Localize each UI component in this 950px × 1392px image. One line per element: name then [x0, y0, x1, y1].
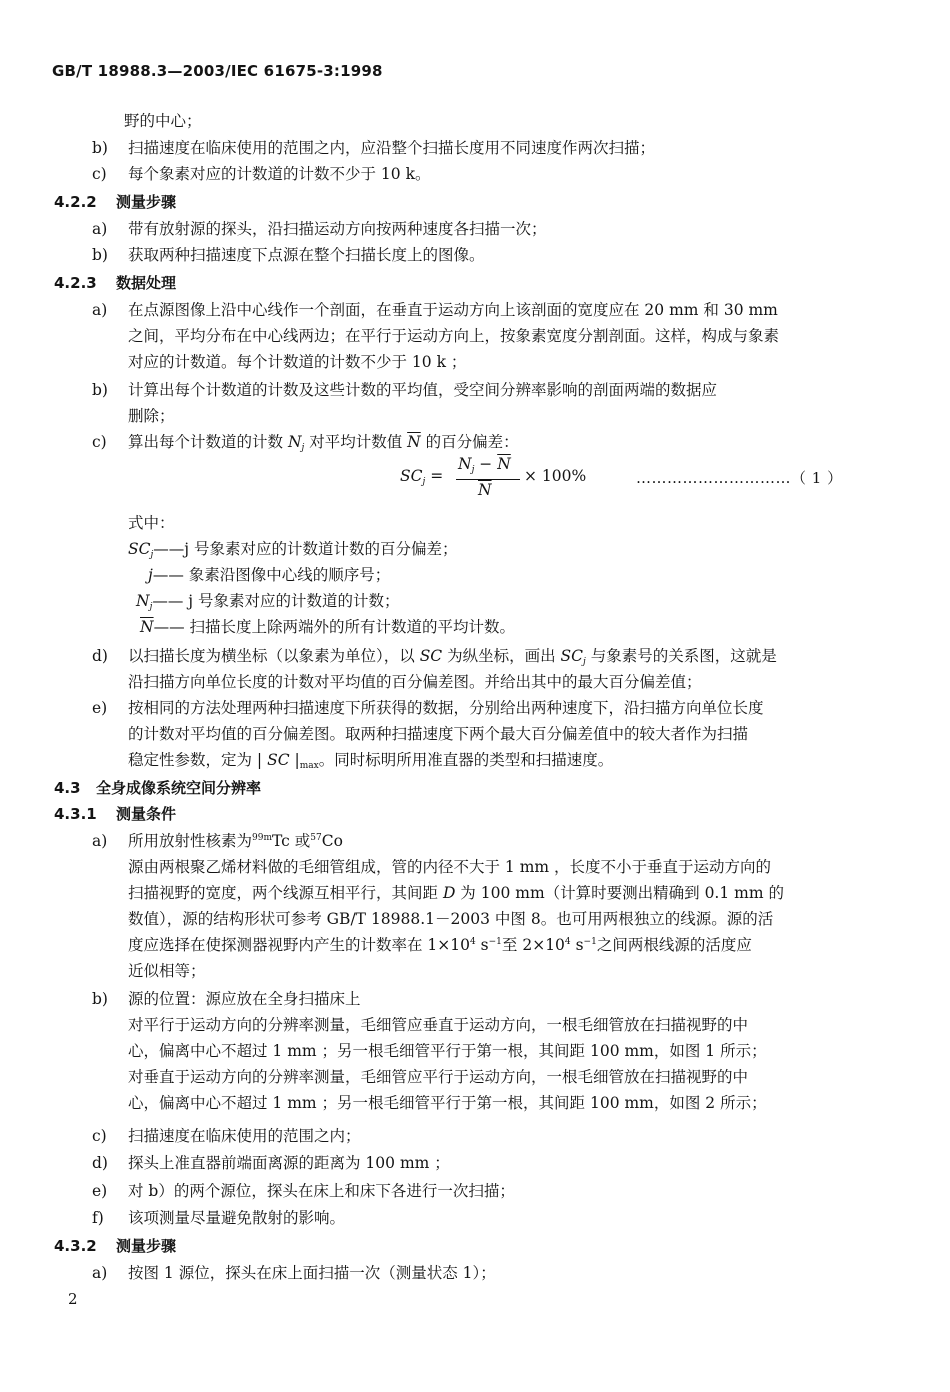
variable-mean: $\overline{N}$: [140, 618, 154, 636]
item-label: c): [92, 165, 107, 183]
subscript: j: [301, 443, 305, 453]
formula-1: [400, 455, 600, 505]
subscript: j: [150, 550, 154, 560]
text-run: 稳定性参数，定为 |: [128, 751, 268, 769]
minus: −: [474, 455, 498, 473]
variable-mean: $\overline{N}$: [407, 433, 421, 451]
paragraph-line: 在点源图像上沿中心线作一个剖面，在垂直于运动方向上该剖面的宽度应在 20 mm 和 30 mm: [128, 301, 778, 319]
paragraph-line: [128, 749, 613, 771]
item-label: f): [92, 1209, 104, 1227]
section-heading-4-2-3: [54, 272, 176, 294]
standard-header: GB/T 18988.3—2003/IEC 61675-3:1998: [52, 62, 383, 80]
formula-lhs: [400, 467, 443, 485]
variable-mean: $\overline{N}$: [478, 481, 492, 499]
paragraph-line: 计算出每个计数道的计数及这些计数的平均值，受空间分辨率影响的剖面两端的数据应: [128, 381, 718, 399]
text-run: 为 100 mm（计算时要测出精确到 0.1 mm 的: [455, 884, 784, 902]
section-number: 4.2.3: [54, 274, 97, 292]
subscript: j: [471, 465, 475, 475]
text-run: 算出每个计数道的计数: [128, 433, 288, 451]
paragraph-line: [128, 934, 752, 956]
item-label: a): [92, 832, 108, 850]
paragraph-line: 数值），源的结构形状可参考 GB/T 18988.1－2003 中图 8。也可用两根独立的线源。源的活: [128, 910, 774, 928]
variable: N: [136, 592, 150, 610]
page-number: 2: [68, 1290, 78, 1308]
section-number: 4.3.2: [54, 1237, 97, 1255]
paragraph-line: 沿扫描方向单位长度的计数对平均值的百分偏差图。并给出其中的最大百分偏差值；: [128, 673, 702, 691]
text-run: 对平均计数值: [304, 433, 408, 451]
item-label: d): [92, 647, 108, 665]
text-run: 扫描视野的宽度，两个线源互相平行，其间距: [128, 884, 443, 902]
superscript: 57: [310, 833, 322, 843]
definition-line: [148, 564, 390, 586]
text-run: 的百分偏差：: [420, 433, 519, 451]
section-number: 4.3: [54, 779, 81, 797]
item-label: c): [92, 1127, 107, 1145]
where-intro: 式中：: [128, 514, 175, 532]
section-heading-4-3-1: [54, 803, 176, 825]
text-run: —— 扫描长度上除两端外的所有计数道的平均计数。: [153, 618, 515, 636]
section-heading-4-3: [54, 777, 261, 799]
item-label: a): [92, 1264, 108, 1282]
list-item-text: 扫描速度在临床使用的范围之内；: [128, 1127, 361, 1145]
formula-rhs: × 100%: [524, 467, 587, 485]
item-label: e): [92, 699, 108, 717]
paragraph-line: [128, 431, 519, 453]
text-run: Tc 或: [272, 832, 311, 850]
text-run: ——j 号象素对应的计数道计数的百分偏差；: [153, 540, 458, 558]
item-label: d): [92, 1154, 108, 1172]
item-label: b): [92, 246, 108, 264]
text-run: 与象素号的关系图，这就是: [585, 647, 777, 665]
variable-mean: $\overline{N}$: [497, 455, 511, 473]
item-label: c): [92, 433, 107, 451]
text-run: 度应选择在使探测器视野内产生的计数率在 1×10: [128, 936, 471, 954]
item-label: e): [92, 1182, 108, 1200]
list-item-text: 每个象素对应的计数道的计数不少于 10 k。: [128, 165, 431, 183]
section-title: 全身成像系统空间分辨率: [96, 779, 262, 797]
text-run: 至 2×10: [501, 936, 565, 954]
text-run: —— j 号象素对应的计数道的计数；: [152, 592, 400, 610]
equation-number: …………………………（ 1 ）: [636, 469, 843, 487]
paragraph-line: 按相同的方法处理两种扫描速度下所获得的数据，分别给出两种速度下，沿扫描方向单位长度: [128, 699, 764, 717]
paragraph-line: 源由两根聚乙烯材料做的毛细管组成，管的内径不大于 1 mm ，长度不小于垂直于运动方向的: [128, 858, 772, 876]
section-title: 测量条件: [116, 805, 177, 823]
paragraph-line: 之间，平均分布在中心线两边；在平行于运动方向上，按象素宽度分割剖面。这样，构成与象素: [128, 327, 780, 345]
variable: SC: [419, 647, 443, 665]
item-label: a): [92, 220, 108, 238]
text-run: 。同时标明所用准直器的类型和扫描速度。: [318, 751, 614, 769]
variable: SC: [128, 540, 151, 558]
section-heading-4-3-2: [54, 1235, 176, 1257]
list-item-text: 探头上准直器前端面离源的距离为 100 mm ；: [128, 1154, 450, 1172]
section-title: 测量步骤: [116, 1237, 177, 1255]
subscript: j: [422, 477, 426, 487]
variable: N: [458, 455, 472, 473]
paragraph-line: 心，偏离中心不超过 1 mm ；另一根毛细管平行于第一根，其间距 100 mm，如图 1 所示；: [128, 1042, 767, 1060]
section-heading-4-2-2: [54, 191, 176, 213]
paragraph-line: 近似相等；: [128, 962, 206, 980]
variable: SC: [560, 647, 584, 665]
definition-line: [140, 616, 515, 638]
section-number: 4.3.1: [54, 805, 97, 823]
subscript: j: [149, 602, 153, 612]
paragraph-line: 心，偏离中心不超过 1 mm ；另一根毛细管平行于第一根，其间距 100 mm，如图 2 所示；: [128, 1094, 767, 1112]
superscript: −1: [488, 937, 502, 947]
list-item-text: 该项测量尽量避免散射的影响。: [128, 1209, 346, 1227]
variable: SC: [400, 467, 423, 485]
paragraph-line: 删除；: [128, 407, 175, 425]
list-item-text: 扫描速度在临床使用的范围之内，应沿整个扫描长度用不同速度作两次扫描；: [128, 139, 656, 157]
subscript: max: [299, 761, 319, 771]
variable: D: [442, 884, 456, 902]
list-item-text: 获取两种扫描速度下点源在整个扫描长度上的图像。: [128, 246, 485, 264]
superscript: 99m: [252, 833, 273, 843]
paragraph-line: [128, 830, 343, 852]
paragraph-line: 对垂直于运动方向的分辨率测量，毛细管应平行于运动方向，一根毛细管放在扫描视野的中: [128, 1068, 749, 1086]
text-run: 以扫描长度为横坐标（以象素为单位），以: [128, 647, 420, 665]
list-item-text: 对 b）的两个源位，探头在床上和床下各进行一次扫描；: [128, 1182, 515, 1200]
item-label: b): [92, 381, 108, 399]
superscript: 4: [470, 937, 476, 947]
text-run: 所用放射性核素为: [128, 832, 253, 850]
definition-line: [136, 590, 400, 612]
fraction-bar: [456, 479, 520, 480]
item-label: a): [92, 301, 108, 319]
section-title: 测量步骤: [116, 193, 177, 211]
item-label: b): [92, 139, 108, 157]
paragraph-line: [128, 645, 777, 667]
subscript: j: [583, 657, 586, 667]
text-run: 为纵坐标，画出: [442, 647, 561, 665]
variable: SC: [267, 751, 290, 769]
paragraph-line: 对平行于运动方向的分辨率测量，毛细管应垂直于运动方向，一根毛细管放在扫描视野的中: [128, 1016, 749, 1034]
list-item-text: 带有放射源的探头，沿扫描运动方向按两种速度各扫描一次；: [128, 220, 547, 238]
formula-denominator: [478, 481, 492, 499]
definition-line: [128, 538, 458, 560]
text-run: s: [475, 936, 489, 954]
superscript: −1: [583, 937, 597, 947]
section-title: 数据处理: [116, 274, 177, 292]
variable: j: [148, 566, 153, 584]
variable: N: [287, 433, 302, 451]
paragraph-line: 的计数对平均值的百分偏差图。取两种扫描速度下两个最大百分偏差值中的较大者作为扫描: [128, 725, 749, 743]
paragraph-line: [128, 882, 784, 904]
text-run: s: [570, 936, 584, 954]
continuation-line: 野的中心；: [124, 112, 202, 130]
paragraph-line: 对应的计数道。每个计数道的计数不少于 10 k ；: [128, 353, 467, 371]
list-item-text: 按图 1 源位，探头在床上面扫描一次（测量状态 1）；: [128, 1264, 496, 1282]
text-run: Co: [321, 832, 343, 850]
superscript: 4: [564, 937, 571, 947]
item-label: b): [92, 990, 108, 1008]
paragraph-line: 源的位置：源应放在全身扫描床上: [128, 990, 361, 1008]
formula-numerator: [458, 455, 511, 473]
text-run: —— 象素沿图像中心线的顺序号；: [152, 566, 391, 584]
equals: =: [425, 467, 444, 485]
text-run: |: [289, 751, 300, 769]
section-number: 4.2.2: [54, 193, 97, 211]
text-run: 之间两根线源的活度应: [596, 936, 752, 954]
